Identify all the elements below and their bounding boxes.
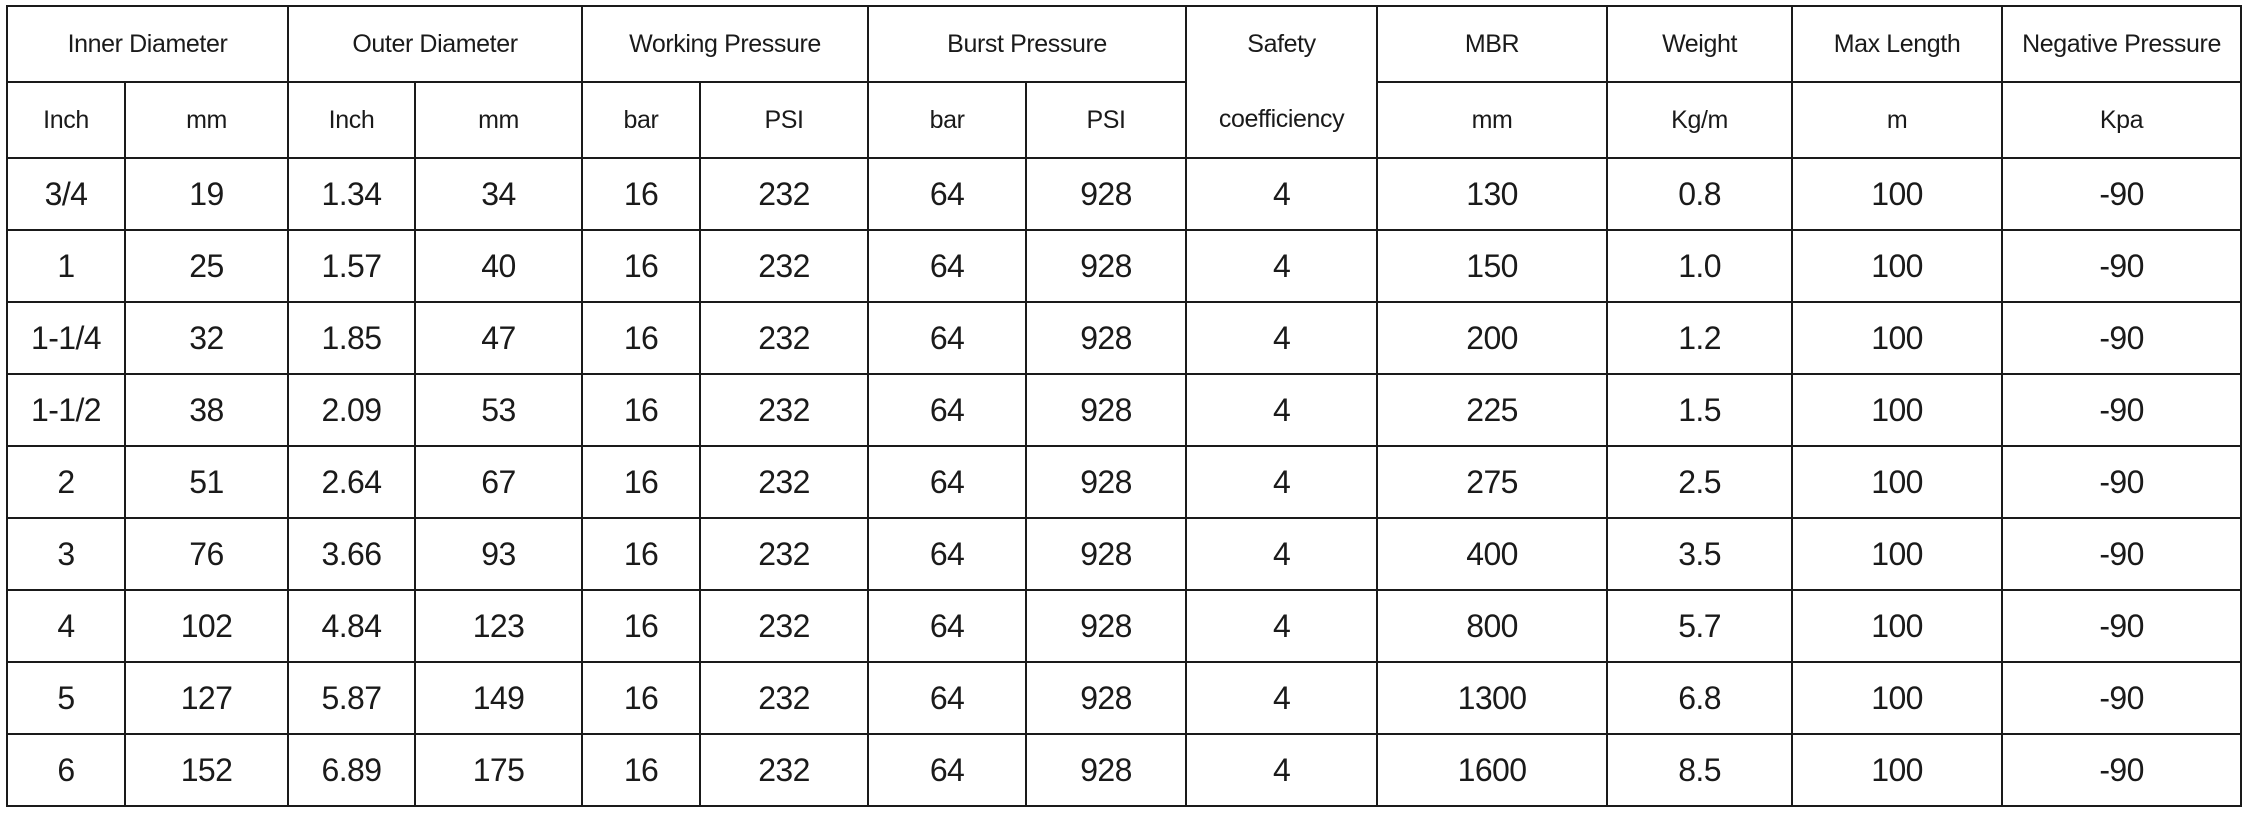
table-row: [7, 662, 2241, 734]
header-negative-pressure: Negative Pressure: [2002, 6, 2241, 82]
cell-inner-inch: 3: [7, 518, 125, 590]
header-burst-pressure: Burst Pressure: [868, 6, 1186, 82]
cell-working-psi: 232: [700, 662, 868, 734]
cell-safety: 4: [1186, 446, 1377, 518]
table-row: [7, 230, 2241, 302]
cell-max-length: 100: [1792, 662, 2002, 734]
cell-burst-bar: 64: [868, 734, 1026, 806]
unit-burst-psi: PSI: [1026, 82, 1186, 158]
cell-negative-pressure: -90: [2002, 158, 2241, 230]
cell-safety: 4: [1186, 590, 1377, 662]
cell-inner-inch: 1-1/2: [7, 374, 125, 446]
cell-burst-bar: 64: [868, 158, 1026, 230]
cell-safety: 4: [1186, 662, 1377, 734]
table-row: [7, 590, 2241, 662]
cell-burst-psi: 928: [1026, 662, 1186, 734]
cell-inner-mm: 19: [125, 158, 288, 230]
cell-negative-pressure: -90: [2002, 590, 2241, 662]
table-row: [7, 518, 2241, 590]
cell-burst-psi: 928: [1026, 230, 1186, 302]
cell-inner-inch: 2: [7, 446, 125, 518]
cell-burst-psi: 928: [1026, 734, 1186, 806]
header-outer-diameter: Outer Diameter: [288, 6, 582, 82]
cell-weight: 5.7: [1607, 590, 1792, 662]
cell-burst-psi: 928: [1026, 158, 1186, 230]
cell-outer-mm: 53: [415, 374, 582, 446]
cell-burst-psi: 928: [1026, 518, 1186, 590]
cell-max-length: 100: [1792, 446, 2002, 518]
unit-outer-inch: Inch: [288, 82, 415, 158]
cell-outer-mm: 123: [415, 590, 582, 662]
unit-negative-pressure-kpa: Kpa: [2002, 82, 2241, 158]
cell-safety: 4: [1186, 734, 1377, 806]
cell-inner-mm: 102: [125, 590, 288, 662]
unit-inner-inch: Inch: [7, 82, 125, 158]
cell-outer-inch: 4.84: [288, 590, 415, 662]
unit-working-psi: PSI: [700, 82, 868, 158]
hose-spec-table: [6, 5, 2242, 807]
cell-outer-inch: 6.89: [288, 734, 415, 806]
cell-working-psi: 232: [700, 446, 868, 518]
header-row-groups: [7, 6, 2241, 82]
cell-mbr: 130: [1377, 158, 1607, 230]
cell-working-bar: 16: [582, 446, 700, 518]
cell-burst-psi: 928: [1026, 446, 1186, 518]
cell-mbr: 275: [1377, 446, 1607, 518]
unit-inner-mm: mm: [125, 82, 288, 158]
cell-outer-inch: 1.57: [288, 230, 415, 302]
cell-max-length: 100: [1792, 518, 2002, 590]
cell-max-length: 100: [1792, 158, 2002, 230]
cell-working-bar: 16: [582, 518, 700, 590]
cell-max-length: 100: [1792, 302, 2002, 374]
cell-outer-mm: 47: [415, 302, 582, 374]
cell-inner-mm: 76: [125, 518, 288, 590]
cell-working-psi: 232: [700, 590, 868, 662]
table-row: [7, 302, 2241, 374]
cell-outer-inch: 1.85: [288, 302, 415, 374]
cell-working-psi: 232: [700, 734, 868, 806]
cell-max-length: 100: [1792, 590, 2002, 662]
cell-mbr: 800: [1377, 590, 1607, 662]
cell-negative-pressure: -90: [2002, 230, 2241, 302]
header-max-length: Max Length: [1792, 6, 2002, 82]
cell-weight: 3.5: [1607, 518, 1792, 590]
cell-max-length: 100: [1792, 734, 2002, 806]
cell-safety: 4: [1186, 302, 1377, 374]
cell-inner-inch: 3/4: [7, 158, 125, 230]
unit-burst-bar: bar: [868, 82, 1026, 158]
cell-outer-inch: 5.87: [288, 662, 415, 734]
cell-inner-inch: 4: [7, 590, 125, 662]
cell-weight: 2.5: [1607, 446, 1792, 518]
cell-working-psi: 232: [700, 302, 868, 374]
cell-weight: 0.8: [1607, 158, 1792, 230]
cell-burst-bar: 64: [868, 302, 1026, 374]
cell-inner-inch: 1-1/4: [7, 302, 125, 374]
unit-outer-mm: mm: [415, 82, 582, 158]
cell-weight: 6.8: [1607, 662, 1792, 734]
cell-inner-inch: 6: [7, 734, 125, 806]
cell-burst-bar: 64: [868, 590, 1026, 662]
cell-max-length: 100: [1792, 230, 2002, 302]
unit-mbr-mm: mm: [1377, 82, 1607, 158]
cell-mbr: 1600: [1377, 734, 1607, 806]
cell-working-bar: 16: [582, 662, 700, 734]
header-row-units: [7, 82, 2241, 158]
cell-outer-mm: 40: [415, 230, 582, 302]
table-row: [7, 446, 2241, 518]
cell-safety: 4: [1186, 158, 1377, 230]
cell-outer-inch: 3.66: [288, 518, 415, 590]
cell-inner-mm: 32: [125, 302, 288, 374]
cell-mbr: 225: [1377, 374, 1607, 446]
cell-inner-mm: 51: [125, 446, 288, 518]
cell-weight: 1.0: [1607, 230, 1792, 302]
cell-mbr: 1300: [1377, 662, 1607, 734]
cell-outer-inch: 2.09: [288, 374, 415, 446]
cell-safety: 4: [1186, 230, 1377, 302]
unit-max-length-m: m: [1792, 82, 2002, 158]
cell-inner-inch: 5: [7, 662, 125, 734]
cell-negative-pressure: -90: [2002, 662, 2241, 734]
header-safety-coefficiency: [1186, 6, 1377, 158]
cell-working-psi: 232: [700, 230, 868, 302]
cell-burst-bar: 64: [868, 374, 1026, 446]
cell-burst-bar: 64: [868, 230, 1026, 302]
cell-outer-mm: 149: [415, 662, 582, 734]
cell-inner-mm: 127: [125, 662, 288, 734]
unit-working-bar: bar: [582, 82, 700, 158]
table-row: [7, 734, 2241, 806]
cell-inner-mm: 38: [125, 374, 288, 446]
cell-safety: 4: [1186, 374, 1377, 446]
cell-outer-mm: 34: [415, 158, 582, 230]
cell-mbr: 400: [1377, 518, 1607, 590]
cell-burst-psi: 928: [1026, 590, 1186, 662]
cell-burst-bar: 64: [868, 662, 1026, 734]
cell-working-psi: 232: [700, 158, 868, 230]
cell-working-bar: 16: [582, 590, 700, 662]
cell-negative-pressure: -90: [2002, 374, 2241, 446]
cell-negative-pressure: -90: [2002, 734, 2241, 806]
cell-outer-mm: 175: [415, 734, 582, 806]
cell-outer-mm: 67: [415, 446, 582, 518]
cell-outer-mm: 93: [415, 518, 582, 590]
cell-working-bar: 16: [582, 374, 700, 446]
cell-working-psi: 232: [700, 374, 868, 446]
cell-working-bar: 16: [582, 734, 700, 806]
header-working-pressure: Working Pressure: [582, 6, 868, 82]
cell-outer-inch: 2.64: [288, 446, 415, 518]
cell-burst-bar: 64: [868, 518, 1026, 590]
cell-weight: 8.5: [1607, 734, 1792, 806]
cell-mbr: 200: [1377, 302, 1607, 374]
cell-inner-mm: 25: [125, 230, 288, 302]
cell-working-bar: 16: [582, 230, 700, 302]
header-safety-top: Safety: [1247, 30, 1316, 58]
cell-weight: 1.5: [1607, 374, 1792, 446]
cell-negative-pressure: -90: [2002, 446, 2241, 518]
cell-outer-inch: 1.34: [288, 158, 415, 230]
cell-inner-mm: 152: [125, 734, 288, 806]
header-inner-diameter: Inner Diameter: [7, 6, 288, 82]
unit-weight-kgm: Kg/m: [1607, 82, 1792, 158]
cell-mbr: 150: [1377, 230, 1607, 302]
cell-weight: 1.2: [1607, 302, 1792, 374]
cell-max-length: 100: [1792, 374, 2002, 446]
cell-safety: 4: [1186, 518, 1377, 590]
cell-working-psi: 232: [700, 518, 868, 590]
cell-working-bar: 16: [582, 158, 700, 230]
table-row: [7, 158, 2241, 230]
cell-working-bar: 16: [582, 302, 700, 374]
header-mbr: MBR: [1377, 6, 1607, 82]
header-weight: Weight: [1607, 6, 1792, 82]
cell-burst-psi: 928: [1026, 374, 1186, 446]
cell-burst-psi: 928: [1026, 302, 1186, 374]
cell-inner-inch: 1: [7, 230, 125, 302]
cell-negative-pressure: -90: [2002, 302, 2241, 374]
table-row: [7, 374, 2241, 446]
header-safety-bottom: coefficiency: [1218, 105, 1345, 133]
cell-negative-pressure: -90: [2002, 518, 2241, 590]
cell-burst-bar: 64: [868, 446, 1026, 518]
